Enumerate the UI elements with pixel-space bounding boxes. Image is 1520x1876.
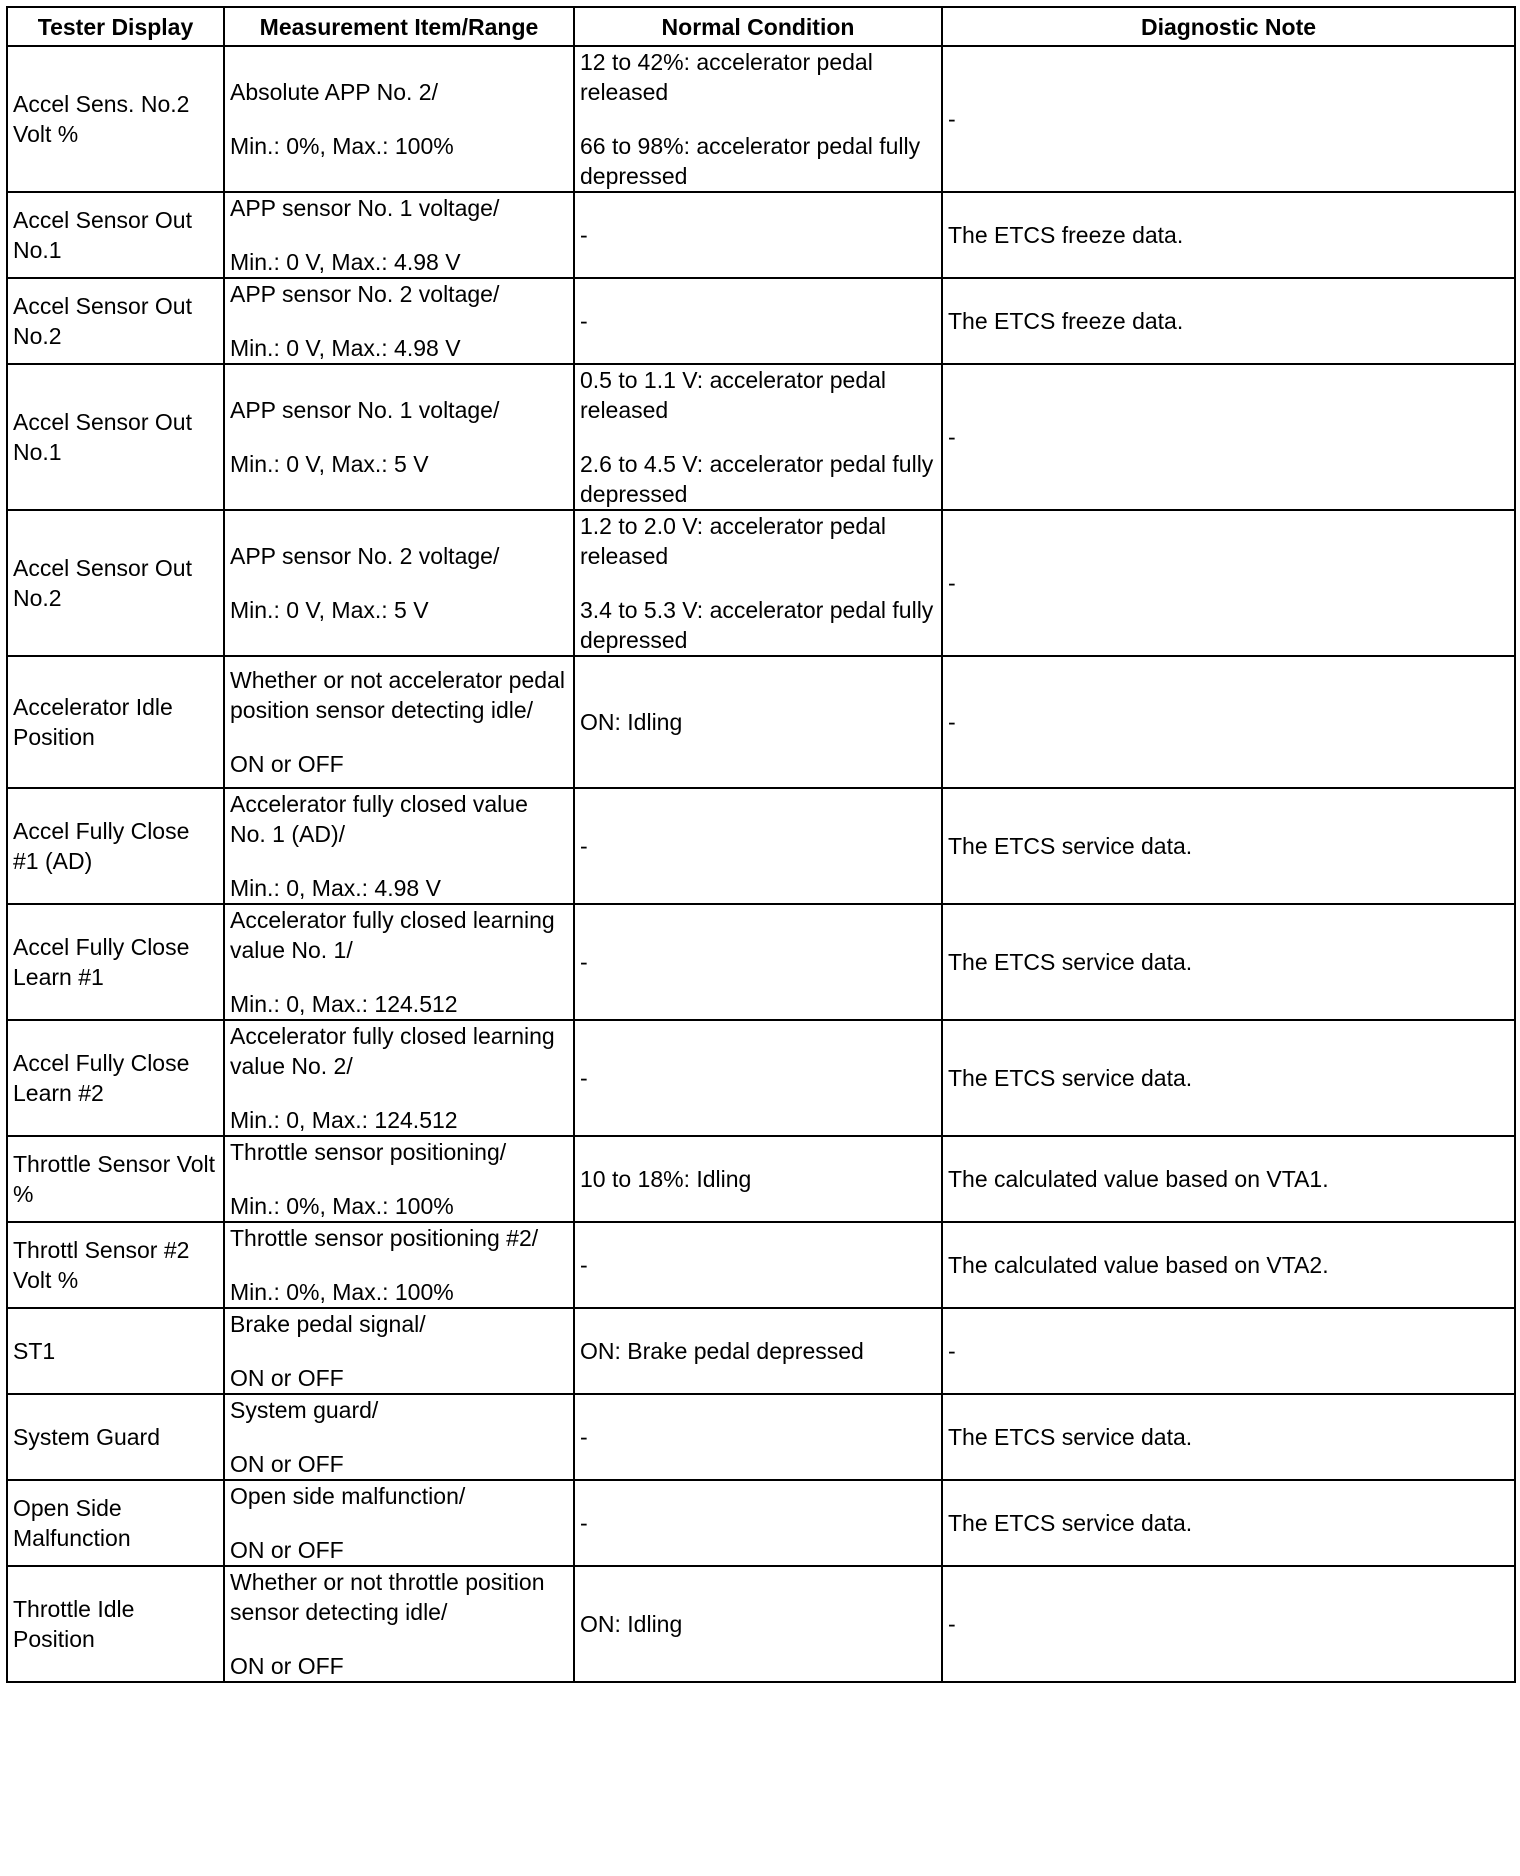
table-body [7,46,1515,1682]
normal-condition-line: - [580,222,588,248]
measurement-cell [224,1308,574,1394]
diagnostic-note-cell: The ETCS freeze data. [942,192,1515,278]
measurement-cell [224,1480,574,1566]
normal-condition-cell [574,510,942,656]
normal-condition-cell [574,1222,942,1308]
measurement-line: Absolute APP No. 2/ [230,79,438,105]
measurement-line: Min.: 0 V, Max.: 4.98 V [230,249,461,275]
normal-condition-cell [574,1020,942,1136]
normal-condition-cell [574,364,942,510]
tester-display-cell: Throttl Sensor #2 Volt % [7,1222,224,1308]
tester-display-cell: Accel Sensor Out No.2 [7,510,224,656]
measurement-line: Whether or not throttle position sensor detecting idle/ [230,1569,545,1625]
tester-display-cell: Accel Sensor Out No.1 [7,192,224,278]
measurement-cell [224,788,574,904]
table-row [7,192,1515,278]
measurement-line: APP sensor No. 1 voltage/ [230,397,500,423]
diagnostic-note-cell: The ETCS service data. [942,1394,1515,1480]
diagnostic-note-cell: The calculated value based on VTA2. [942,1222,1515,1308]
tester-display-cell: System Guard [7,1394,224,1480]
tester-display-cell: Accel Sens. No.2 Volt % [7,46,224,192]
diagnostic-note-cell: - [942,1308,1515,1394]
diagnostic-note-cell: The ETCS service data. [942,1480,1515,1566]
measurement-line: Min.: 0, Max.: 4.98 V [230,875,441,901]
normal-condition-cell [574,1308,942,1394]
data-list-table [6,6,1516,1683]
measurement-cell [224,510,574,656]
tester-display-cell: Accel Fully Close #1 (AD) [7,788,224,904]
header-diagnostic-note: Diagnostic Note [942,7,1515,46]
measurement-line: ON or OFF [230,751,344,777]
table-row [7,1566,1515,1682]
measurement-line: Accelerator fully closed learning value No. 2/ [230,1023,555,1079]
measurement-cell [224,656,574,788]
normal-condition-cell [574,1394,942,1480]
measurement-line: Min.: 0, Max.: 124.512 [230,1107,458,1133]
normal-condition-line: - [580,1065,588,1091]
measurement-cell [224,1394,574,1480]
normal-condition-line: ON: Brake pedal depressed [580,1338,864,1364]
normal-condition-line: 10 to 18%: Idling [580,1166,752,1192]
normal-condition-line: - [580,1510,588,1536]
tester-display-cell: Accel Fully Close Learn #1 [7,904,224,1020]
measurement-line: Min.: 0%, Max.: 100% [230,1193,454,1219]
measurement-cell [224,278,574,364]
normal-condition-line: - [580,308,588,334]
normal-condition-line: 12 to 42%: accelerator pedal released [580,49,873,105]
header-tester-display: Tester Display [7,7,224,46]
measurement-line: Brake pedal signal/ [230,1311,426,1337]
measurement-line: ON or OFF [230,1451,344,1477]
diagnostic-note-cell: - [942,656,1515,788]
normal-condition-line: - [580,833,588,859]
measurement-cell [224,364,574,510]
table-row [7,1136,1515,1222]
measurement-line: Min.: 0 V, Max.: 4.98 V [230,335,461,361]
measurement-line: Throttle sensor positioning #2/ [230,1225,539,1251]
diagnostic-note-cell: - [942,510,1515,656]
measurement-line: Min.: 0 V, Max.: 5 V [230,597,429,623]
tester-display-cell: Open Side Malfunction [7,1480,224,1566]
table-row [7,656,1515,788]
tester-display-cell: Throttle Idle Position [7,1566,224,1682]
measurement-cell [224,1566,574,1682]
normal-condition-cell [574,656,942,788]
normal-condition-line: - [580,1424,588,1450]
measurement-line: ON or OFF [230,1365,344,1391]
diagnostic-note-cell: The ETCS service data. [942,1020,1515,1136]
normal-condition-line: - [580,1252,588,1278]
table-row [7,904,1515,1020]
data-list-table-wrapper [6,6,1514,1683]
normal-condition-line: 1.2 to 2.0 V: accelerator pedal released [580,513,887,569]
diagnostic-note-cell: - [942,1566,1515,1682]
diagnostic-note-cell: The ETCS freeze data. [942,278,1515,364]
measurement-cell [224,192,574,278]
normal-condition-cell [574,1566,942,1682]
measurement-line: Min.: 0, Max.: 124.512 [230,991,458,1017]
normal-condition-line: 3.4 to 5.3 V: accelerator pedal fully depressed [580,597,934,653]
normal-condition-cell [574,788,942,904]
measurement-line: APP sensor No. 1 voltage/ [230,195,500,221]
normal-condition-cell [574,192,942,278]
normal-condition-line: - [580,949,588,975]
normal-condition-cell [574,278,942,364]
table-row [7,278,1515,364]
normal-condition-line: ON: Idling [580,1611,683,1637]
table-row [7,364,1515,510]
measurement-cell [224,1136,574,1222]
measurement-cell [224,1222,574,1308]
measurement-line: Accelerator fully closed value No. 1 (AD)/ [230,791,528,847]
measurement-line: Accelerator fully closed learning value No. 1/ [230,907,555,963]
measurement-line: Min.: 0%, Max.: 100% [230,1279,454,1305]
normal-condition-line: 66 to 98%: accelerator pedal fully depressed [580,133,921,189]
diagnostic-note-cell: - [942,46,1515,192]
diagnostic-note-cell: The calculated value based on VTA1. [942,1136,1515,1222]
normal-condition-line: 0.5 to 1.1 V: accelerator pedal released [580,367,887,423]
table-row [7,510,1515,656]
tester-display-cell: Accel Sensor Out No.1 [7,364,224,510]
measurement-line: Whether or not accelerator pedal position sensor detecting idle/ [230,667,565,723]
measurement-cell [224,1020,574,1136]
measurement-line: Min.: 0%, Max.: 100% [230,133,454,159]
table-row [7,1480,1515,1566]
tester-display-cell: Accelerator Idle Position [7,656,224,788]
table-row [7,1020,1515,1136]
normal-condition-cell [574,1480,942,1566]
table-row [7,1308,1515,1394]
table-row [7,788,1515,904]
measurement-line: System guard/ [230,1397,379,1423]
normal-condition-cell [574,904,942,1020]
normal-condition-line: 2.6 to 4.5 V: accelerator pedal fully depressed [580,451,934,507]
normal-condition-line: ON: Idling [580,709,683,735]
normal-condition-cell [574,46,942,192]
tester-display-cell: Accel Fully Close Learn #2 [7,1020,224,1136]
measurement-line: Open side malfunction/ [230,1483,466,1509]
diagnostic-note-cell: The ETCS service data. [942,904,1515,1020]
tester-display-cell: ST1 [7,1308,224,1394]
table-row [7,46,1515,192]
measurement-line: Min.: 0 V, Max.: 5 V [230,451,429,477]
tester-display-cell: Throttle Sensor Volt % [7,1136,224,1222]
measurement-line: APP sensor No. 2 voltage/ [230,543,500,569]
diagnostic-note-cell: - [942,364,1515,510]
header-measurement-item: Measurement Item/Range [224,7,574,46]
header-row [7,7,1515,46]
table-row [7,1222,1515,1308]
measurement-line: APP sensor No. 2 voltage/ [230,281,500,307]
measurement-line: ON or OFF [230,1537,344,1563]
tester-display-cell: Accel Sensor Out No.2 [7,278,224,364]
measurement-cell [224,46,574,192]
header-normal-condition: Normal Condition [574,7,942,46]
measurement-line: Throttle sensor positioning/ [230,1139,507,1165]
measurement-line: ON or OFF [230,1653,344,1679]
table-row [7,1394,1515,1480]
measurement-cell [224,904,574,1020]
normal-condition-cell [574,1136,942,1222]
diagnostic-note-cell: The ETCS service data. [942,788,1515,904]
